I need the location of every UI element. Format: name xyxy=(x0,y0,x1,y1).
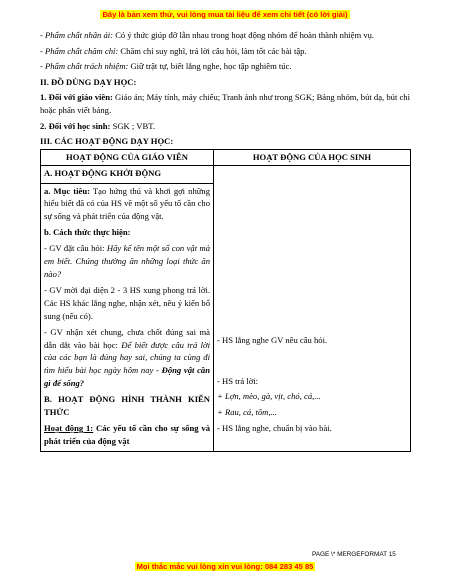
table-row xyxy=(41,165,411,183)
quality-item: - Phẩm chất nhân ái: Có ý thức giúp đỡ lẫn nhau trong hoạt động nhóm để hoàn thành nhiệm vụ. xyxy=(40,30,375,40)
teacher-cell: A. HOẠT ĐỘNG KHỞI ĐỘNG xyxy=(41,165,214,183)
student-cell: - HS lắng nghe GV nêu câu hỏi. - HS trả lời: + Lợn, mèo, gà, vịt, chó, cá,... + Rau, cá, tôm,... - HS lắng nghe, chuẩn bị vào bài. xyxy=(214,165,411,451)
quality-item: - Phẩm chất chăm chỉ: Chăm chỉ suy nghĩ, trả lời câu hỏi, làm tốt các bài tập. xyxy=(40,45,307,56)
teacher-cell: a. Mục tiêu: Tạo hứng thú và khơi gợi những hiểu biết đã có của HS về một số yếu tố cần cho sự sống và phát triển của động vật. b. Cách thức thực hiện: - GV đặt câu hỏi: Hãy kể tên một số con vật mà em biết. Chúng thường ăn những loại thức ăn nào? - GV mời đại diện 2 - 3 HS xung phong trả lời. Các HS khác lắng nghe, nhận xét, nêu ý kiến bổ sung (nếu có). - GV nhận xét chung, chưa chốt đúng sai mà dẫn dắt vào bài học: Để biết được câu trả lời của các bạn là đúng hay sai, chúng ta cùng đi tìm hiểu bài học ngày hôm nay - Động vật cần gì để sống? B. HOẠT ĐỘNG HÌNH THÀNH KIẾN THỨC Hoạt động 1: Các yếu tố cần cho sự sống và phát triển của động vật xyxy=(41,183,214,451)
table-header-row xyxy=(41,149,411,165)
document-body xyxy=(40,29,410,452)
preview-banner-text: Đây là bản xem thử, vui lòng mua tài liệu để xem chi tiết (có lời giải) xyxy=(102,10,348,19)
student-materials: 2. Đối với học sinh: SGK ; VBT. xyxy=(40,120,155,131)
column-header-student: HOẠT ĐỘNG CỦA HỌC SINH xyxy=(214,149,411,165)
contact-banner-text: Mọi thắc mắc vui lòng xin vui lòng: 084 283 45 85 xyxy=(136,562,314,571)
column-header-teacher: HOẠT ĐỘNG CỦA GIÁO VIÊN xyxy=(41,149,214,165)
activities-table xyxy=(40,149,411,452)
contact-banner xyxy=(0,562,450,571)
preview-banner xyxy=(0,10,450,19)
section-heading: II. ĐỒ DÙNG DẠY HỌC: xyxy=(40,76,137,87)
teacher-materials: 1. Đối với giáo viên: Giáo án; Máy tính, máy chiếu; Tranh ảnh như trong SGK; Bảng nhóm, bút dạ, bút chì hoặc phấn viết bảng. xyxy=(40,92,410,115)
quality-item: - Phẩm chất trách nhiệm: Giữ trật tự, biết lắng nghe, học tập nghiêm túc. xyxy=(40,61,292,72)
section-heading: III. CÁC HOẠT ĐỘNG DẠY HỌC: xyxy=(40,136,174,147)
page-number-field: PAGE \* MERGEFORMAT 15 xyxy=(312,551,396,558)
